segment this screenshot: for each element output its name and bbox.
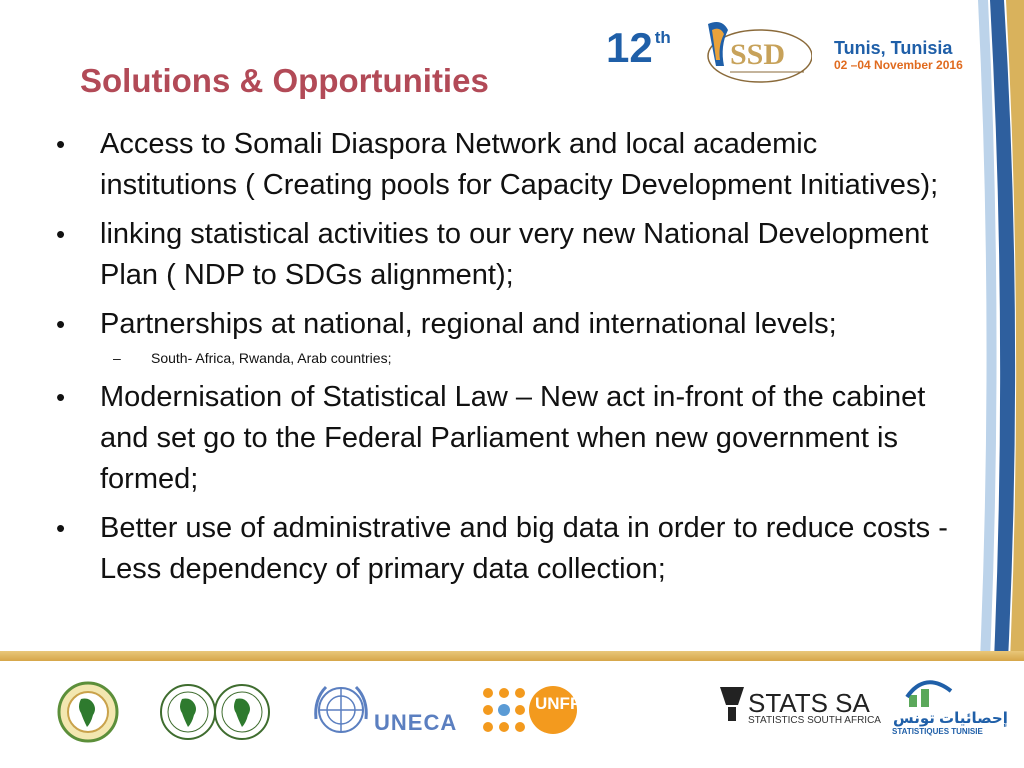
bullet-text: Access to Somali Diaspora Network and local academic institutions ( Creating pools for Capacity Development Initiatives); (100, 128, 939, 201)
issd-logo (700, 16, 812, 88)
bullet-icon: • (56, 129, 66, 159)
venue-city: Tunis, Tunisia (834, 38, 953, 58)
slide-title: Solutions & Opportunities (80, 62, 489, 99)
bullet-text: Partnerships at national, regional and international levels; (100, 308, 837, 340)
bullet-icon: • (56, 309, 66, 339)
bullet-list (56, 124, 956, 598)
african-union-logo (57, 681, 119, 743)
unfpa-dots-icon (480, 685, 532, 735)
event-venue (834, 38, 963, 72)
un-emblem-icon (310, 679, 372, 741)
bullet-text: Modernisation of Statistical Law – New act in-front of the cabinet and set go to the Federal Parliament when new government is formed; (100, 381, 926, 495)
dash-icon: – (113, 350, 121, 366)
stats-sa-subtitle: STATISTICS SOUTH AFRICA (748, 715, 881, 726)
bullet-item (56, 508, 956, 590)
bullet-icon: • (56, 513, 66, 543)
bullet-item (56, 377, 956, 500)
decorative-stripes (974, 0, 1024, 660)
uneca-logo-text: UNECA (374, 710, 458, 735)
statistiques-tunisie-arabic: إحصائيات تونس (893, 710, 1008, 727)
bullet-item (56, 304, 956, 345)
unfpa-logo-text: UNFPA (535, 694, 593, 713)
bullet-text: linking statistical activities to our very new National Development Plan ( NDP to SDGs alignment); (100, 218, 929, 291)
bullet-icon: • (56, 219, 66, 249)
event-edition (606, 24, 671, 72)
sub-bullet-item (56, 347, 956, 369)
event-number-suffix: th (654, 28, 671, 47)
event-number: 12 (606, 24, 653, 71)
statistiques-tunisie-mark-icon (905, 677, 953, 709)
stats-sa-logo-text: STATS SA (748, 688, 870, 718)
bullet-item (56, 124, 956, 206)
statistiques-tunisie-latin: STATISTIQUES TUNISIE (892, 727, 983, 736)
bullet-icon: • (56, 382, 66, 412)
bullet-item (56, 214, 956, 296)
afdb-logo (160, 681, 272, 743)
venue-dates: 02 –04 November 2016 (834, 58, 963, 72)
svg-text:SSD: SSD (730, 38, 786, 71)
stats-sa-mark-icon (718, 685, 746, 723)
footer-band (0, 651, 1024, 661)
sub-bullet-text: South- Africa, Rwanda, Arab countries; (151, 350, 392, 366)
bullet-text: Better use of administrative and big data in order to reduce costs - Less dependency of primary data collection; (100, 512, 948, 585)
